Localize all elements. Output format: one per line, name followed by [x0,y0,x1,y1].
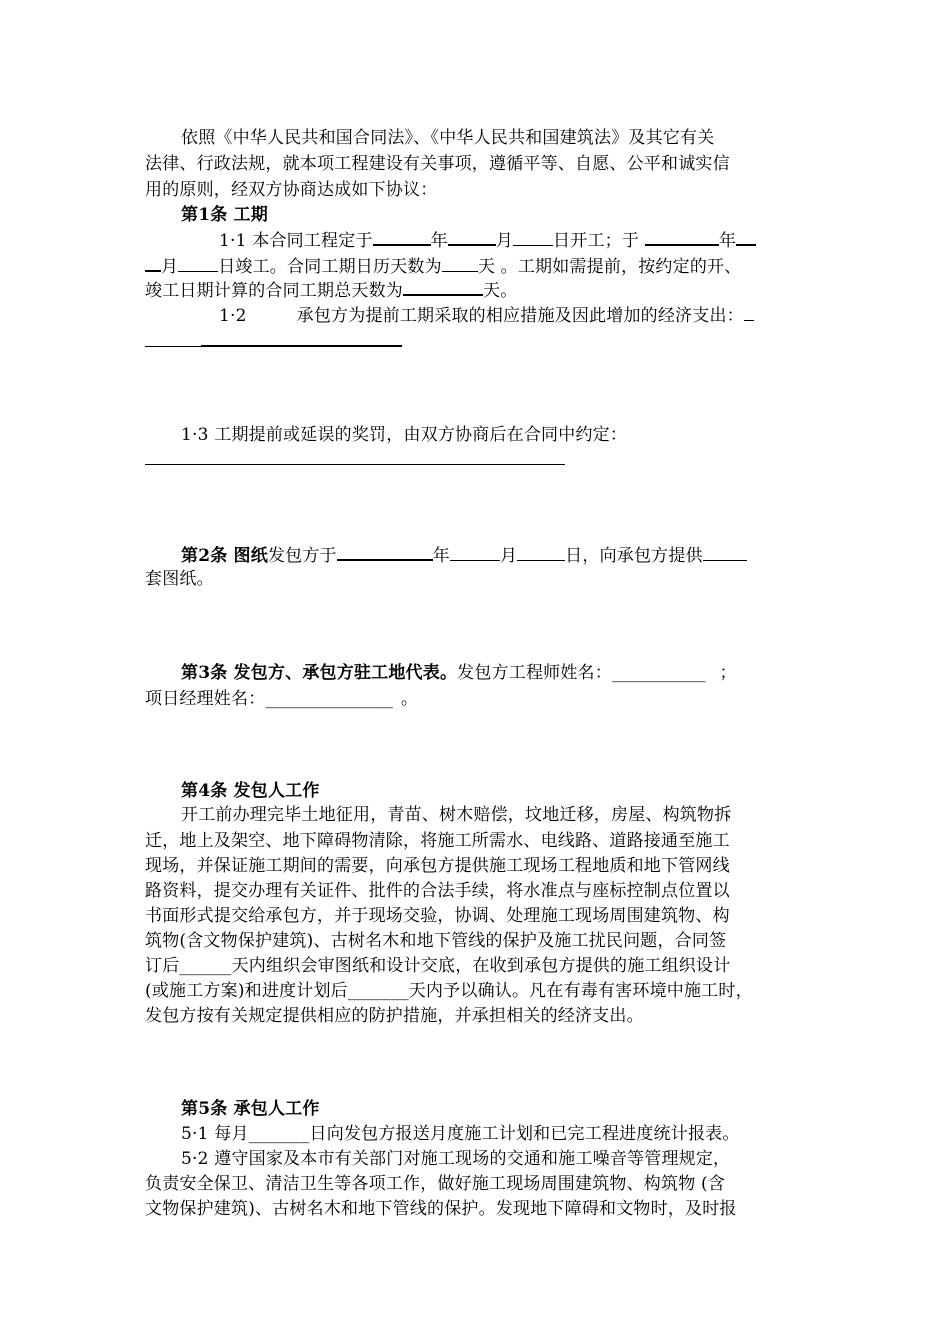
article-3-title: 第3条 发包方、承包方驻工地代表。 [181,663,458,683]
article-4-line: 书面形式提交给承包方，并于现场交验，协调、处理施工现场周围建筑物、构 [145,906,730,926]
clause-1-1-text-a: 1·1 本合同工程定于 [219,231,373,251]
article-4-line: 筑物(含文物保护建筑)、古树名木和地下管线的保护及施工扰民问题，合同签 [145,931,727,951]
blank-drawing-year [337,542,433,561]
blank-engineer-name: ___________ [611,663,706,683]
article-4-line: 迁，地上及架空、地下障碍物清除，将施工所需水、电线路、道路接通至施工 [145,831,730,851]
article-3-text-2: ； [719,663,737,683]
blank-start-month [448,227,496,246]
clause-1-1-line-1 [219,227,756,253]
article-2-title: 第2条 图纸 [181,546,268,566]
article-2-line-2: 套图纸。 [145,569,214,589]
article-4-line: 开工前办理完毕土地征用，青苗、树木赔偿，坟地迁移，房屋、构筑物拆 [181,805,732,825]
article-4-line: 现场，并保证施工期间的需要，向承包方提供施工现场工程地质和地下管网线 [145,856,730,876]
blank-start-day [513,228,553,246]
clause-1-1-text-i: 竣工日期计算的合同工期总天数为 [145,281,403,301]
intro-line-1: 依照《中华人民共和国合同法》、《中华人民共和国建筑法》及其它有关 [181,128,715,148]
article-4-line: 订后______天内组织会审图纸和设计交底，在收到承包方提供的施工组织设计 [145,956,731,976]
article-3-line-2 [145,687,418,711]
article-4-line: 发包方按有关规定提供相应的防护措施，并承担相关的经济支出。 [145,1006,644,1026]
article-2-text-4: 日，向承包方提供 [565,546,703,566]
article-2-line-1 [181,542,747,568]
article-3-line-1 [181,661,737,685]
blank-start-year [373,227,431,246]
article-4-title: 第4条 发包人工作 [181,781,320,801]
article-5-line: 文物保护建筑)、古树名木和地下管线的保护。发现地下障碍和文物时，及时报 [145,1199,737,1219]
clause-1-1-text-j: 天。 [483,281,518,301]
blank-drawing-sets [703,543,747,561]
blank-manager-name: _______________ [265,689,393,709]
blank-drawing-month [450,543,500,561]
clause-1-1-text-c: 月 [495,231,514,251]
article-5-line: 负责安全保卫、清洁卫生等各项工作，做好施工现场周围建筑物、构筑物 (含 [145,1174,726,1194]
article-2-text-1: 发包方于 [267,546,337,566]
clause-1-2-line-1 [219,303,754,328]
blank-duration-days [442,254,478,272]
article-1-title: 第1条 工期 [181,205,268,225]
article-5-title: 第5条 承包人工作 [181,1099,320,1119]
blank-measures-line [201,345,402,347]
blank-drawing-day [517,543,565,561]
article-2-text-3: 月 [499,546,518,566]
blank-end-year [645,227,719,246]
clause-1-1-text-g: 日竣工。合同工期日历天数为 [218,257,442,277]
blank-total-days [403,277,483,296]
article-4-line: 路资料，提交办理有关证件、批件的合法手续，将水准点与座标控制点位置以 [145,881,730,901]
blank-rewards-line [145,464,565,465]
clause-1-1-text-d: 日开工；于 [553,231,640,251]
clause-1-2-number: 1·2 [219,306,247,326]
article-2-text-2: 年 [432,546,450,566]
intro-line-2: 法律、行政法规，就本项工程建设有关事项，遵循平等、自愿、公平和诚实信 [145,154,730,174]
clause-1-1-text-h: 天 。工期如需提前，按约定的开、 [477,257,742,277]
article-4-line: (或施工方案)和进度计划后_______天内予以确认。凡在有毒有害环境中施工时， [145,981,753,1001]
article-3-text-3: 项日经理姓名： [145,689,266,709]
article-3-text-4: 。 [400,689,419,709]
clause-1-1-text-e: 年 [719,231,737,251]
clause-1-1-text-f: 月 [161,257,179,277]
clause-1-3: 1·3 工期提前或延误的奖罚，由双方协商后在合同中约定： [181,425,628,445]
blank-end-month [145,253,161,272]
blank-measures-start [744,303,754,321]
article-5-line: 5·1 每月_______日向发包方报送月度施工计划和已完工程进度统计报表。 [181,1124,740,1144]
article-5-line: 5·2 遵守国家及本市有关部门对施工现场的交通和施工噪音等管理规定， [181,1149,731,1169]
clause-1-1-line-2 [145,253,741,279]
intro-line-3: 用的原则，经双方协商达成如下协议： [145,180,438,200]
article-3-text-1: 发包方工程师姓名： [457,663,612,683]
blank-measures-line-thin [145,346,201,347]
blank-end-day [178,254,218,272]
clause-1-1-text-b: 年 [430,231,448,251]
clause-1-1-line-3 [145,277,517,303]
blank-end-month-part [736,227,756,246]
clause-1-2-text: 承包方为提前工期采取的相应措施及因此增加的经济支出： [296,306,744,326]
